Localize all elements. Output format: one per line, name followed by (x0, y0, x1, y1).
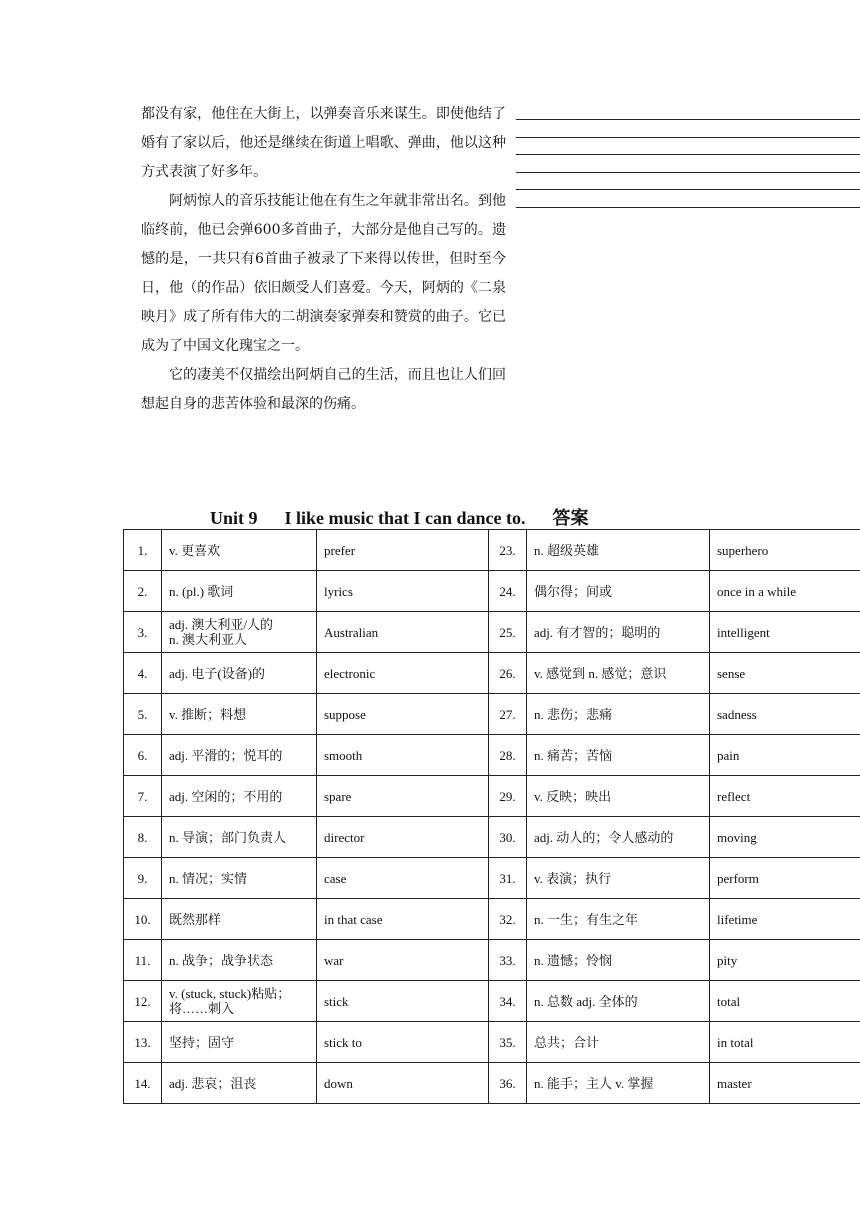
meaning-cell: n. 能手；主人 v. 掌握 (527, 1063, 710, 1104)
meaning-cell: 总共；合计 (527, 1022, 710, 1063)
table-row (124, 940, 860, 981)
item-number: 25. (489, 612, 527, 653)
meaning-cell: 偶尔得；间或 (527, 571, 710, 612)
item-number: 32. (489, 899, 527, 940)
item-number: 11. (124, 940, 162, 981)
item-number: 28. (489, 735, 527, 776)
passage-paragraph: 都没有家，他住在大街上，以弹奏音乐来谋生。即使他结了婚有了家以后，他还是继续在街道上唱歌、弹曲，他以这种方式表演了好多年。 (141, 106, 506, 180)
table-row (124, 735, 860, 776)
table-row (124, 653, 860, 694)
vocabulary-table (123, 529, 860, 1104)
word-cell: down (317, 1063, 489, 1104)
item-number: 34. (489, 981, 527, 1022)
meaning-cell: adj. 平滑的；悦耳的 (162, 735, 317, 776)
item-number: 7. (124, 776, 162, 817)
item-number: 14. (124, 1063, 162, 1104)
word-cell: perform (710, 858, 860, 899)
table-row (124, 1063, 860, 1104)
meaning-cell: n. 情况；实情 (162, 858, 317, 899)
answer-line (516, 172, 860, 173)
word-cell: director (317, 817, 489, 858)
answer-lines (516, 119, 860, 224)
answer-line (516, 137, 860, 138)
table-row (124, 571, 860, 612)
meaning-cell: n. 总数 adj. 全体的 (527, 981, 710, 1022)
word-cell: master (710, 1063, 860, 1104)
meaning-cell: n. 战争；战争状态 (162, 940, 317, 981)
meaning-cell: v. (stuck, stuck)粘贴； 将……刺入 (162, 981, 317, 1022)
meaning-cell: n. 超级英雄 (527, 530, 710, 571)
word-cell: pain (710, 735, 860, 776)
word-cell: superhero (710, 530, 860, 571)
table-row (124, 981, 860, 1022)
item-number: 36. (489, 1063, 527, 1104)
item-number: 24. (489, 571, 527, 612)
word-cell: spare (317, 776, 489, 817)
meaning-cell: n. 痛苦；苦恼 (527, 735, 710, 776)
item-number: 12. (124, 981, 162, 1022)
item-number: 35. (489, 1022, 527, 1063)
table-row (124, 694, 860, 735)
meaning-cell: v. 反映；映出 (527, 776, 710, 817)
word-cell: lyrics (317, 571, 489, 612)
answer-title: Unit 9 I like music that I can dance to. 答案 (210, 508, 589, 528)
item-number: 31. (489, 858, 527, 899)
word-cell: war (317, 940, 489, 981)
word-cell: in total (710, 1022, 860, 1063)
meaning-cell: n. 一生；有生之年 (527, 899, 710, 940)
meaning-cell: n. (pl.) 歌词 (162, 571, 317, 612)
table-row (124, 530, 860, 571)
item-number: 23. (489, 530, 527, 571)
word-cell: in that case (317, 899, 489, 940)
word-cell: sense (710, 653, 860, 694)
meaning-cell: n. 导演；部门负责人 (162, 817, 317, 858)
meaning-cell: adj. 电子(设备)的 (162, 653, 317, 694)
table-row (124, 612, 860, 653)
word-cell: Australian (317, 612, 489, 653)
word-cell: intelligent (710, 612, 860, 653)
meaning-cell: adj. 澳大利亚/人的 n. 澳大利亚人 (162, 612, 317, 653)
meaning-cell: v. 表演；执行 (527, 858, 710, 899)
table-row (124, 858, 860, 899)
answer-line (516, 207, 860, 208)
item-number: 5. (124, 694, 162, 735)
word-cell: moving (710, 817, 860, 858)
table-row (124, 1022, 860, 1063)
meaning-cell: v. 更喜欢 (162, 530, 317, 571)
meaning-cell: n. 遗憾；怜悯 (527, 940, 710, 981)
meaning-cell: 坚持；固守 (162, 1022, 317, 1063)
word-cell: once in a while (710, 571, 860, 612)
meaning-cell: adj. 空闲的；不用的 (162, 776, 317, 817)
word-cell: suppose (317, 694, 489, 735)
item-number: 33. (489, 940, 527, 981)
item-number: 29. (489, 776, 527, 817)
word-cell: smooth (317, 735, 489, 776)
word-cell: prefer (317, 530, 489, 571)
meaning-cell: 既然那样 (162, 899, 317, 940)
word-cell: sadness (710, 694, 860, 735)
item-number: 27. (489, 694, 527, 735)
item-number: 4. (124, 653, 162, 694)
item-number: 8. (124, 817, 162, 858)
table-row (124, 817, 860, 858)
meaning-cell: adj. 有才智的；聪明的 (527, 612, 710, 653)
item-number: 6. (124, 735, 162, 776)
word-cell: pity (710, 940, 860, 981)
item-number: 3. (124, 612, 162, 653)
table-row (124, 776, 860, 817)
word-cell: case (317, 858, 489, 899)
meaning-cell: adj. 动人的；令人感动的 (527, 817, 710, 858)
word-cell: reflect (710, 776, 860, 817)
item-number: 9. (124, 858, 162, 899)
item-number: 13. (124, 1022, 162, 1063)
passage-paragraph: 阿炳惊人的音乐技能让他在有生之年就非常出名。到他临终前，他已会弹600多首曲子，大部分是他自己写的。遗憾的是，一共只有6首曲子被录了下来得以传世，但时至今日，他（的作品）依旧颇受人们喜爱。今天，阿炳的《二泉映月》成了所有伟大的二胡演奏家弹奏和赞赏的曲子。它已成为了中国文化瑰宝之一。 (141, 193, 506, 354)
item-number: 30. (489, 817, 527, 858)
answer-line (516, 154, 860, 155)
word-cell: stick (317, 981, 489, 1022)
answer-line (516, 119, 860, 120)
meaning-cell: adj. 悲哀；沮丧 (162, 1063, 317, 1104)
meaning-cell: v. 推断；料想 (162, 694, 317, 735)
item-number: 1. (124, 530, 162, 571)
item-number: 2. (124, 571, 162, 612)
passage-paragraph: 它的凄美不仅描绘出阿炳自己的生活，而且也让人们回想起自身的悲苦体验和最深的伤痛。 (141, 367, 506, 412)
word-cell: electronic (317, 653, 489, 694)
word-cell: stick to (317, 1022, 489, 1063)
item-number: 26. (489, 653, 527, 694)
answer-line (516, 189, 860, 190)
meaning-cell: v. 感觉到 n. 感觉；意识 (527, 653, 710, 694)
word-cell: lifetime (710, 899, 860, 940)
table-row (124, 899, 860, 940)
item-number: 10. (124, 899, 162, 940)
word-cell: total (710, 981, 860, 1022)
meaning-cell: n. 悲伤；悲痛 (527, 694, 710, 735)
passage (141, 100, 506, 419)
